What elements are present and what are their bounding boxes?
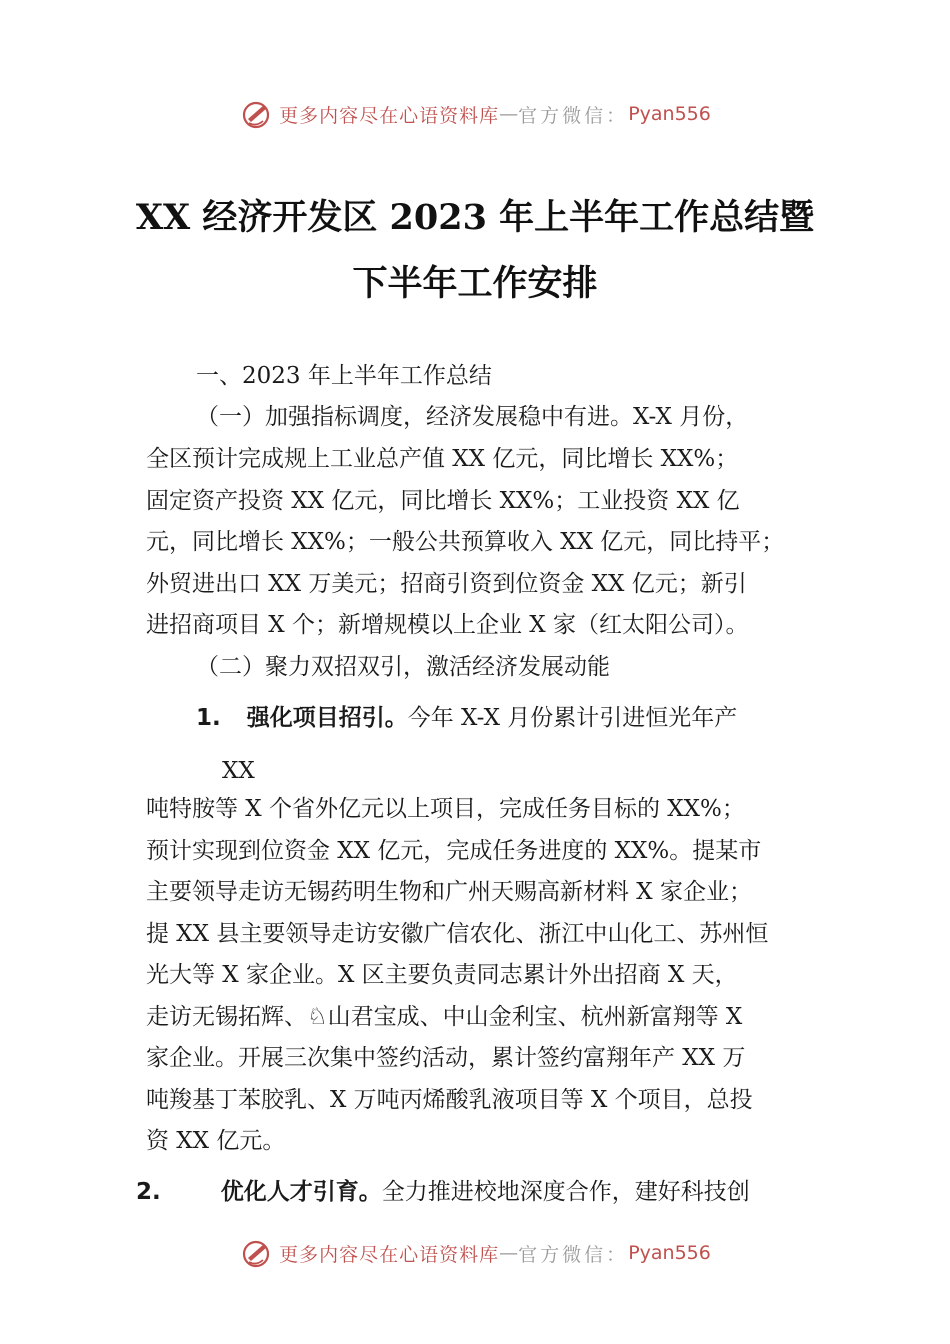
paragraph-line: 进招商项目 X 个；新增规模以上企业 X 家（红太阳公司）。 [146,612,749,638]
banner-wechat-label: 官方微信： [518,104,629,127]
paragraph-line: 全区预计完成规上工业总产值 XX 亿元，同比增长 XX%； [146,446,739,472]
list-item-1-title: 强化项目招引。 [246,705,408,731]
paragraph-line: 走访无锡拓辉、♘山君宝成、中山金利宝、杭州新富翔等 X [146,1004,743,1030]
list-item-1-number: 1. [196,705,221,731]
list-item-2-title: 优化人才引育。 [220,1179,382,1205]
paragraph-line: 资 XX 亿元。 [146,1128,286,1154]
banner-dash: — [499,1242,519,1264]
paragraph-line: （一）加强指标调度，经济发展稳中有进。X-X 月份， [196,404,749,430]
banner-wechat-id: Pyan556 [628,103,711,125]
list-item-1-heading [196,703,737,733]
list-item-1-lead: 今年 X-X 月份累计引进恒光年产 [407,705,738,731]
list-item-2-lead: 全力推进校地深度合作，建好科技创 [381,1179,750,1205]
banner-text: 更多内容尽在心语资料库 [279,1243,500,1266]
subsection-heading-2: （二）聚力双招双引，激活经济发展动能 [196,654,610,680]
paragraph-line: 外贸进出口 XX 万美元；招商引资到位资金 XX 亿元；新引 [146,571,747,597]
paragraph-line: 家企业。开展三次集中签约活动，累计签约富翔年产 XX 万 [146,1045,746,1071]
paragraph-line: 固定资产投资 XX 亿元，同比增长 XX%；工业投资 XX 亿 [146,488,740,514]
hand-pen-logo-icon [239,97,273,131]
banner-wechat-id: Pyan556 [628,1242,711,1264]
list-item-2-heading [136,1177,750,1207]
paragraph-line: 元，同比增长 XX%；一般公共预算收入 XX 亿元，同比持平； [146,529,785,555]
list-item-2-number: 2. [136,1179,161,1205]
header-watermark-banner [0,94,950,134]
banner-dash: — [499,103,519,125]
list-item-1-xx: XX [222,758,255,784]
banner-text: 更多内容尽在心语资料库 [279,104,500,127]
paragraph-line: 吨羧基丁苯胶乳、X 万吨丙烯酸乳液项目等 X 个项目，总投 [146,1087,753,1113]
paragraph-line: 提 XX 县主要领导走访安徽广信农化、浙江中山化工、苏州恒 [146,921,769,947]
banner-wechat-label: 官方微信： [518,1243,629,1266]
paragraph-line: 主要领导走访无锡药明生物和广州天赐高新材料 X 家企业； [146,879,752,905]
document-title-line-2: 下半年工作安排 [352,263,598,304]
footer-watermark-banner [0,1233,950,1273]
paragraph-line: 预计实现到位资金 XX 亿元，完成任务进度的 XX%。提某市 [146,838,762,864]
paragraph-line: 光大等 X 家企业。X 区主要负责同志累计外出招商 X 天， [146,962,738,988]
document-title-line-1: XX 经济开发区 2023 年上半年工作总结暨 [135,197,815,238]
hand-pen-logo-icon [239,1236,273,1270]
section-heading-1: 一、2023 年上半年工作总结 [196,363,492,389]
paragraph-line: 吨特胺等 X 个省外亿元以上项目，完成任务目标的 XX%； [146,796,745,822]
